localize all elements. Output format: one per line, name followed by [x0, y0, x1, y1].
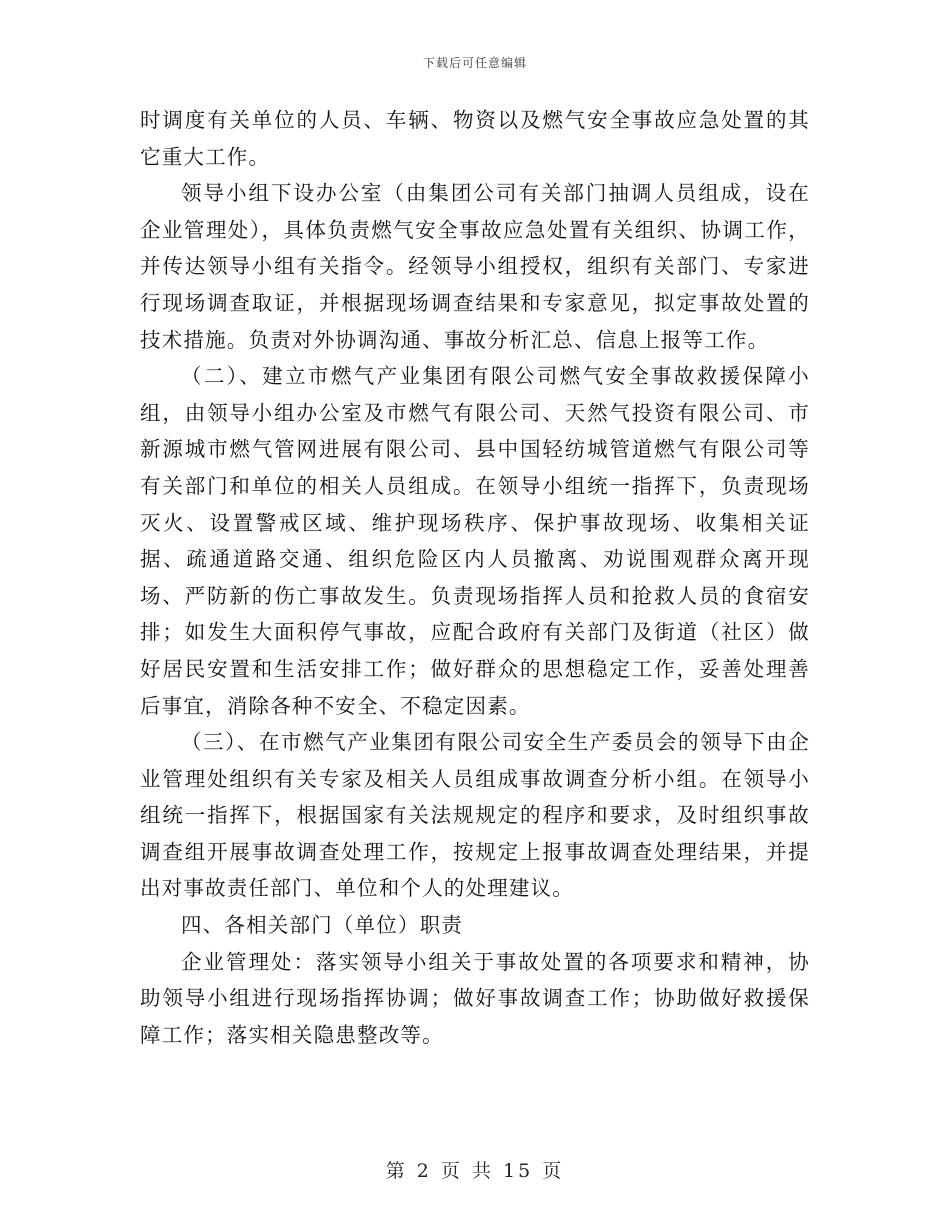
paragraph-continuation: 时调度有关单位的人员、车辆、物资以及燃气安全事故应急处置的其它重大工作。	[140, 108, 810, 169]
document-body	[140, 102, 810, 1053]
section-heading-responsibilities: 四、各相关部门（单位）职责	[181, 913, 464, 938]
paragraph-office: 领导小组下设办公室（由集团公司有关部门抽调人员组成，设在企业管理处），具体负责燃气安全事故应急处置有关组织、协调工作，并传达领导小组有关指令。经领导小组授权，组织有关部门、专家进行现场调查取证，并根据现场调查结果和专家意见，拟定事故处置的技术措施。负责对外协调沟通、事故分析汇总、信息上报等工作。	[140, 181, 810, 352]
paragraph-rescue-group: （二）、建立市燃气产业集团有限公司燃气安全事故救援保障小组，由领导小组办公室及市燃气有限公司、天然气投资有限公司、市新源城市燃气管网进展有限公司、县中国轻纺城管道燃气有限公司等有关部门和单位的相关人员组成。在领导小组统一指挥下，负责现场灭火、设置警戒区域、维护现场秩序、保护事故现场、收集相关证据、疏通道路交通、组织危险区内人员撤离、劝说围观群众离开现场、严防新的伤亡事故发生。负责现场指挥人员和抢救人员的食宿安排；如发生大面积停气事故，应配合政府有关部门及街道（社区）做好居民安置和生活安排工作；做好群众的思想稳定工作，妥善处理善后事宜，消除各种不安全、不稳定因素。	[140, 364, 810, 718]
page-header: 下载后可任意编辑	[422, 56, 527, 70]
paragraph-enterprise-management: 企业管理处：落实领导小组关于事故处置的各项要求和精神，协助领导小组进行现场指挥协调；做好事故调查工作；协助做好救援保障工作；落实相关隐患整改等。	[140, 949, 810, 1047]
page-number-footer: 第 2 页 共 15 页	[385, 1160, 565, 1182]
paragraph-investigation-group: （三）、在市燃气产业集团有限公司安全生产委员会的领导下由企业管理处组织有关专家及相关人员组成事故调查分析小组。在领导小组统一指挥下，根据国家有关法规规定的程序和要求，及时组织事故调查组开展事故调查处理工作，按规定上报事故调查处理结果，并提出对事故责任部门、单位和个人的处理建议。	[140, 730, 810, 901]
